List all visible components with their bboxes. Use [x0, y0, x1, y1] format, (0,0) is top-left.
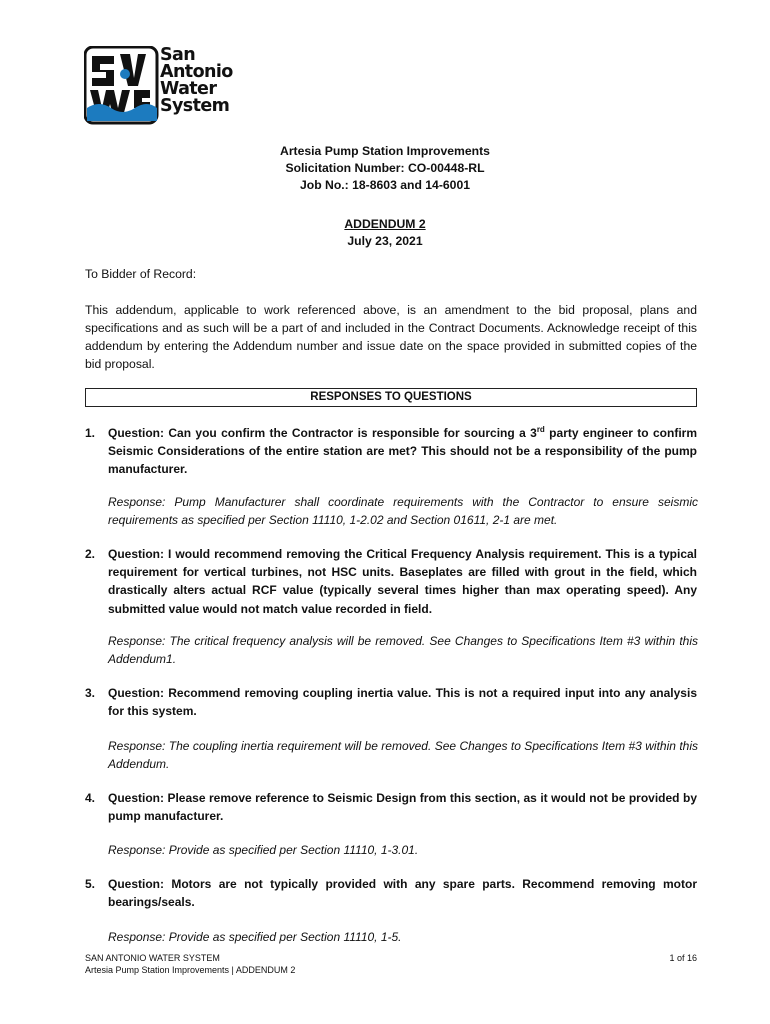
question-text-part: party engineer to confirm Seismic Considerations of the entire station are met? This should not be a responsibility of the pump manufacturer.: [108, 426, 697, 477]
section-title-box: RESPONSES TO QUESTIONS: [85, 388, 697, 407]
question-text: Question: I would recommend removing the Critical Frequency Analysis requirement. This is a typical requirement for vertical turbines, not HSC units. Baseplates are filled with grout in the field, which drastically alters actual RCF value (typically several times higher than max operating speed). Any submitted value would not match value recorded in field.: [108, 547, 697, 616]
logo-line: System: [160, 96, 230, 116]
job-number: Job No.: 18-8603 and 14-6001: [299, 178, 471, 192]
question-5: [85, 875, 697, 911]
response-1: Response: Pump Manufacturer shall coordinate requirements with the Contractor to ensure seismic requirements as specified per Section 11110, 1-2.02 and Section 01611, 2-1 are met.: [108, 495, 698, 528]
logo-text: [160, 47, 233, 115]
logo-line: Water: [160, 79, 217, 99]
response-5: Response: Provide as specified per Section 11110, 1-5.: [108, 930, 402, 944]
question-1: [85, 424, 697, 479]
question-3: [85, 684, 697, 720]
ordinal-superscript: rd: [536, 425, 545, 434]
addendum-title: ADDENDUM 2: [344, 217, 426, 231]
question-text: Question: Please remove reference to Seismic Design from this section, as it would not be provided by pump manufacturer.: [108, 791, 697, 824]
question-text: [108, 424, 697, 479]
question-number: 2.: [85, 547, 96, 561]
logo-line: Antonio: [160, 62, 233, 82]
response-3: Response: The coupling inertia requirement will be removed. See Changes to Specifications Item #3 within this Addendum.: [108, 739, 698, 772]
page-footer: [85, 952, 295, 976]
question-number: 3.: [85, 686, 96, 700]
question-text-part: Question: Can you confirm the Contractor is responsible for sourcing a 3: [108, 426, 537, 440]
question-2: [85, 545, 697, 618]
logo-water-drop: [120, 69, 130, 79]
logo-letter-s: [92, 56, 114, 86]
question-text: Question: Recommend removing coupling inertia value. This is not a required input into any analysis for this system.: [108, 686, 697, 719]
solicitation-number: Solicitation Number: CO-00448-RL: [285, 161, 485, 175]
addendum-header: [0, 216, 770, 250]
response-2: Response: The critical frequency analysis will be removed. See Changes to Specifications Item #3 within this Addendum1.: [108, 634, 698, 667]
question-number: 4.: [85, 791, 96, 805]
addendum-date: July 23, 2021: [347, 234, 423, 248]
footer-org: SAN ANTONIO WATER SYSTEM: [85, 953, 220, 963]
footer-doc: Artesia Pump Station Improvements | ADDENDUM 2: [85, 965, 296, 975]
logo-line: San: [160, 45, 196, 65]
response-4: Response: Provide as specified per Section 11110, 1-3.01.: [108, 843, 419, 857]
question-4: [85, 789, 697, 825]
document-header: [0, 143, 770, 194]
project-title: Artesia Pump Station Improvements: [280, 144, 490, 158]
question-number: 1.: [85, 426, 96, 440]
salutation: To Bidder of Record:: [85, 267, 197, 281]
question-number: 5.: [85, 877, 96, 891]
page-number: 1 of 16: [669, 953, 697, 963]
question-text: Question: Motors are not typically provided with any spare parts. Recommend removing motor bearings/seals.: [108, 877, 697, 910]
intro-paragraph: This addendum, applicable to work referenced above, is an amendment to the bid proposal, plans and specifications and as such will be a part of and included in the Contract Documents. Acknowledge receipt of this addendum by entering the Addendum number and issue date on the space provided in submitted copies of the bid proposal.: [85, 303, 697, 371]
